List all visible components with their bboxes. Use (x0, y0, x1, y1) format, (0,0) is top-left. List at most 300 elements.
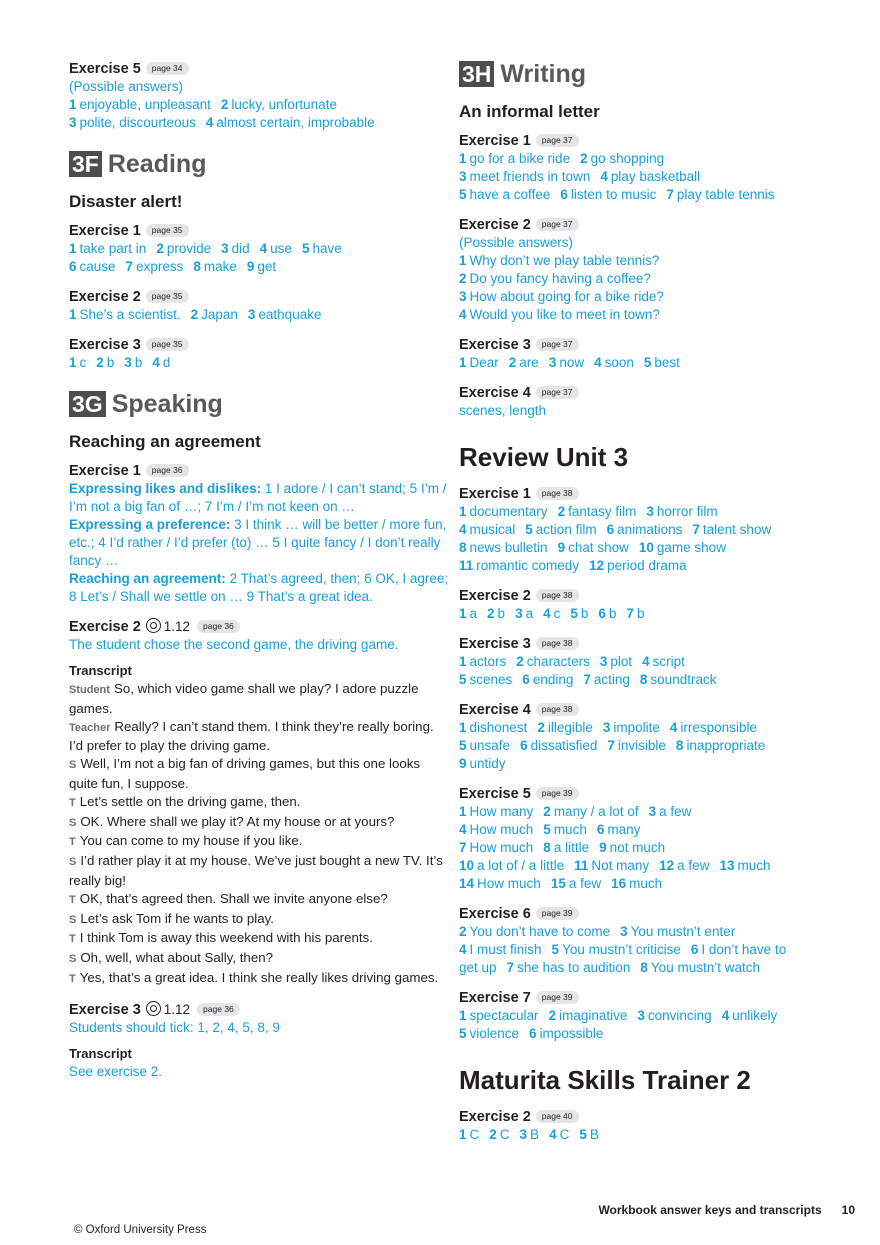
answer-paragraph: Reaching an agreement: 2 That’s agreed, then; 6 OK, I agree; 8 Let’s / Shall we settle on … 9 That’s a great idea. (69, 571, 449, 604)
page-ref: page 38 (536, 589, 579, 602)
answer-item: period drama (607, 558, 687, 573)
answer-number: 10 (638, 540, 654, 555)
answer-number: 8 (639, 672, 648, 687)
answer-item: How about going for a bike ride? (469, 289, 664, 304)
answer-number: 5 (543, 822, 551, 837)
answer-line (459, 605, 839, 623)
answer-number: 1 (459, 606, 467, 621)
answer-number: 6 (522, 672, 530, 687)
answer-number: 7 (125, 259, 134, 274)
answer-item: action film (535, 522, 597, 537)
answer-number: 1 (459, 355, 467, 370)
answer-line (459, 671, 839, 689)
answer-item: She’s a scientist. (79, 307, 181, 322)
transcript-text: OK. Where shall we play it? At my house or at yours? (80, 813, 395, 829)
exercise-heading: Exercise 2 page 38 (459, 587, 839, 605)
transcript-line (69, 718, 449, 756)
speaker-label: Teacher (69, 721, 111, 734)
answer-item: inappropriate (686, 738, 766, 753)
answer-number: 1 (459, 253, 467, 268)
answer-lines (459, 653, 839, 689)
answer-lines (459, 923, 839, 977)
exercise-heading: Exercise 1 page 38 (459, 485, 839, 503)
answer-number: 1 (459, 1008, 467, 1023)
answer-item: get (257, 259, 277, 274)
transcript-heading: Transcript (69, 663, 132, 678)
transcript-line (69, 969, 449, 989)
answer-item: a little (553, 840, 590, 855)
answer-lines (69, 96, 449, 132)
audio-cd-icon (146, 618, 161, 633)
answer-line (459, 803, 839, 821)
exercise-heading: Exercise 3 1.12 page 36 (69, 1001, 449, 1019)
answer-number: 3 (221, 241, 229, 256)
right-column (459, 60, 839, 1144)
answer-item: much (553, 822, 587, 837)
page-ref: page 35 (146, 290, 189, 303)
answer-number: 3 (602, 720, 611, 735)
answer-number: 9 (557, 540, 566, 555)
answer-item: imaginative (559, 1008, 628, 1023)
answer-number: 10 (459, 858, 475, 873)
answer-item: many / a lot of (553, 804, 639, 819)
section-title: Writing (500, 60, 587, 88)
review-unit-title: Review Unit 3 (459, 442, 629, 472)
answer-number: 6 (560, 187, 568, 202)
answer-item: soon (604, 355, 634, 370)
answer-line (459, 1126, 839, 1144)
answer-item: You mustn’t enter (630, 924, 736, 939)
maturita-title: Maturita Skills Trainer 2 (459, 1065, 751, 1095)
answer-item: have (312, 241, 342, 256)
answer-item: b (580, 606, 589, 621)
answer-item: soundtrack (650, 672, 717, 687)
answer-lines (69, 306, 449, 324)
answer-item: How much (469, 822, 534, 837)
answer-number: 2 (487, 606, 495, 621)
answer-item: scenes (469, 672, 513, 687)
transcript-line (69, 793, 449, 813)
answer-item: musical (469, 522, 516, 537)
answer-item: a few (568, 876, 602, 891)
answer-paragraph: Expressing a preference: 3 I think … will be better / more fun, etc.; 4 I’d rather / I’d prefer (to) … 5 I quite fancy / I don’t really fancy … (69, 517, 447, 568)
answer-number: 5 (579, 1127, 587, 1142)
answer-line (459, 288, 839, 306)
answer-item: You mustn’t criticise (562, 942, 681, 957)
answer-number: 4 (721, 1008, 730, 1023)
answer-item: c (79, 355, 87, 370)
answer-line (459, 959, 839, 977)
exercise-heading: Exercise 1 page 37 (459, 132, 839, 150)
answer-text: Students should tick: 1, 2, 4, 5, 8, 9 (69, 1019, 280, 1035)
answer-item: many (607, 822, 641, 837)
transcript (69, 680, 449, 989)
answer-item: b (636, 606, 645, 621)
answer-number: 6 (69, 259, 77, 274)
speaker-label: S (69, 759, 77, 772)
answer-item: a few (677, 858, 710, 873)
answer-item: almost certain, improbable (216, 115, 375, 130)
answer-item: play basketball (610, 169, 701, 184)
answer-line (459, 653, 839, 671)
answer-line (69, 96, 449, 114)
answer-item: provide (166, 241, 212, 256)
answer-number: 7 (666, 187, 674, 202)
answer-number: 4 (594, 355, 602, 370)
answer-item: plot (610, 654, 633, 669)
answer-note: (Possible answers) (69, 79, 184, 94)
answer-item: make (203, 259, 237, 274)
track-number: 1.12 (163, 1001, 191, 1017)
answer-item: How much (477, 876, 541, 891)
answer-number: 5 (459, 738, 467, 753)
answer-number: 4 (459, 942, 467, 957)
answer-item: Japan (201, 307, 238, 322)
answer-line (459, 1007, 839, 1025)
answer-number: 2 (220, 97, 229, 112)
section-badge: 3F (69, 151, 102, 177)
answer-number: 3 (124, 355, 132, 370)
answer-number: 3 (646, 504, 654, 519)
page-ref: page 38 (536, 703, 579, 716)
exercise-heading: Exercise 4 page 37 (459, 384, 839, 402)
answer-item: use (270, 241, 292, 256)
page-ref: page 35 (146, 224, 189, 237)
answer-item: go for a bike ride (469, 151, 571, 166)
answer-number: 8 (640, 960, 648, 975)
transcript-text: Yes, that’s a great idea. I think she really likes driving games. (79, 969, 439, 985)
answer-item: she has to audition (517, 960, 631, 975)
page-ref: page 36 (146, 464, 189, 477)
answer-item: cause (79, 259, 116, 274)
exercise-heading: Exercise 3 page 37 (459, 336, 839, 354)
answer-item: Would you like to meet in town? (469, 307, 660, 322)
answer-item: acting (593, 672, 630, 687)
answer-item: polite, discourteous (79, 115, 196, 130)
answer-line (69, 240, 449, 258)
answer-item: C (469, 1127, 480, 1142)
answer-item: are (519, 355, 539, 370)
transcript-line (69, 929, 449, 949)
transcript-line (69, 910, 449, 930)
answer-number: 8 (459, 540, 467, 555)
exercise-heading: Exercise 3 page 35 (69, 336, 449, 354)
answer-number: 1 (459, 654, 467, 669)
answer-item: b (106, 355, 115, 370)
answer-item: take part in (79, 241, 147, 256)
answer-number: 2 (190, 307, 199, 322)
answer-number: 4 (152, 355, 160, 370)
audio-cd-icon (146, 1001, 161, 1016)
left-column (69, 60, 449, 1081)
answer-lines (69, 354, 449, 372)
answer-item: unlikely (732, 1008, 778, 1023)
answer-item: You don’t have to come (469, 924, 611, 939)
answer-number: 3 (69, 115, 77, 130)
answer-number: 7 (626, 606, 634, 621)
answer-number: 5 (643, 355, 652, 370)
answer-line (69, 306, 449, 324)
answer-number: 5 (301, 241, 310, 256)
answer-item: go shopping (590, 151, 665, 166)
answer-number: 15 (550, 876, 566, 891)
answer-line (459, 719, 839, 737)
answer-line (459, 168, 839, 186)
answer-number: 2 (156, 241, 164, 256)
answer-number: 8 (543, 840, 551, 855)
answer-line (459, 839, 839, 857)
answer-item: script (652, 654, 685, 669)
answer-number: 3 (515, 606, 523, 621)
answer-item: violence (469, 1026, 520, 1041)
answer-text: scenes, length (459, 403, 547, 418)
answer-lines (459, 503, 839, 575)
answer-number: 7 (583, 672, 591, 687)
answer-item: animations (617, 522, 683, 537)
answer-number: 9 (599, 840, 607, 855)
answer-number: 1 (459, 1127, 467, 1142)
answer-number: 3 (247, 307, 256, 322)
page-ref: page 39 (536, 991, 579, 1004)
transcript-line (69, 755, 449, 793)
answer-number: 5 (570, 606, 578, 621)
answer-item: best (654, 355, 680, 370)
page-ref: page 37 (536, 218, 579, 231)
answer-number: 4 (600, 169, 608, 184)
answer-item: untidy (469, 756, 506, 771)
answer-item: How much (469, 840, 534, 855)
speaker-label: S (69, 913, 77, 926)
speaker-label: T (69, 972, 76, 985)
transcript-text: Oh, well, what about Sally, then? (80, 950, 274, 966)
answer-number: 1 (459, 151, 467, 166)
section-title: Speaking (111, 390, 223, 418)
answer-number: 1 (69, 97, 77, 112)
transcript-text: OK, that’s agreed then. Shall we invite anyone else? (79, 890, 388, 906)
answer-number: 13 (719, 858, 735, 873)
page-ref: page 38 (536, 487, 579, 500)
answer-item: invisible (617, 738, 666, 753)
transcript-text: You can come to my house if you like. (79, 833, 303, 849)
answer-number: 2 (537, 720, 545, 735)
answer-item: get up (459, 960, 497, 975)
answer-number: 16 (611, 876, 627, 891)
answer-line (459, 923, 839, 941)
answer-number: 1 (459, 804, 467, 819)
transcript-text: I think Tom is away this weekend with his parents. (79, 930, 373, 946)
answer-item: a few (659, 804, 692, 819)
answer-item: express (136, 259, 184, 274)
answer-lines (459, 354, 839, 372)
transcript-text: Well, I’m not a big fan of driving games, but this one looks quite fun, I suppose. (69, 756, 421, 791)
answer-number: 3 (599, 654, 608, 669)
answer-item: documentary (469, 504, 548, 519)
copyright: © Oxford University Press (74, 1224, 207, 1236)
answer-number: 2 (489, 1127, 497, 1142)
answer-item: much (629, 876, 663, 891)
exercise-heading: Exercise 5 page 39 (459, 785, 839, 803)
page-footer (598, 1203, 855, 1217)
answer-line (69, 354, 449, 372)
answer-number: 11 (459, 558, 474, 573)
answer-number: 5 (459, 672, 467, 687)
section-badge: 3H (459, 61, 494, 87)
answer-number: 8 (675, 738, 684, 753)
answer-number: 6 (606, 522, 615, 537)
answer-number: 4 (459, 307, 467, 322)
answer-number: 6 (596, 822, 605, 837)
answer-number: 3 (459, 169, 467, 184)
exercise-heading: Exercise 1 page 35 (69, 222, 449, 240)
answer-item: How many (469, 804, 534, 819)
answer-item: not much (609, 840, 666, 855)
answer-line (459, 521, 839, 539)
answer-item: illegible (547, 720, 593, 735)
page-ref: page 36 (197, 1003, 240, 1016)
answer-line (459, 857, 839, 875)
transcript-line (69, 680, 449, 718)
answer-number: 3 (620, 924, 628, 939)
answer-item: did (231, 241, 250, 256)
answer-item: chat show (568, 540, 629, 555)
answer-item: d (162, 355, 171, 370)
answer-line (459, 539, 839, 557)
answer-line (459, 270, 839, 288)
transcript-line (69, 832, 449, 852)
answer-number: 2 (548, 1008, 557, 1023)
answer-number: 6 (520, 738, 528, 753)
answer-item: fantasy film (568, 504, 637, 519)
answer-number: 12 (589, 558, 605, 573)
transcript-text: Let’s ask Tom if he wants to play. (80, 910, 274, 926)
transcript-text: Let’s settle on the driving game, then. (79, 793, 301, 809)
answer-number: 7 (459, 840, 467, 855)
answer-item: game show (656, 540, 726, 555)
answer-item: Do you fancy having a coffee? (469, 271, 651, 286)
answer-lines (459, 803, 839, 893)
answer-number: 6 (598, 606, 606, 621)
speaker-label: T (69, 836, 76, 849)
section-subtitle: Disaster alert! (69, 192, 183, 211)
answer-item: b (608, 606, 617, 621)
exercise-heading: Exercise 7 page 39 (459, 989, 839, 1007)
answer-number: 11 (574, 858, 589, 873)
speaker-label: T (69, 893, 76, 906)
exercise-heading: Exercise 6 page 39 (459, 905, 839, 923)
answer-line (459, 737, 839, 755)
answer-line (459, 150, 839, 168)
answer-item: irresponsible (680, 720, 757, 735)
answer-number: 6 (529, 1026, 537, 1041)
answer-number: 9 (246, 259, 255, 274)
answer-number: 8 (193, 259, 201, 274)
answer-lines (459, 719, 839, 773)
page-ref: page 37 (536, 134, 579, 147)
answer-item: B (530, 1127, 540, 1142)
exercise-heading: Exercise 5 page 34 (69, 60, 449, 78)
answer-number: 1 (69, 241, 77, 256)
transcript-line (69, 813, 449, 833)
answer-lines (69, 240, 449, 276)
answer-item: dishonest (469, 720, 528, 735)
answer-item: a (525, 606, 534, 621)
answer-number: 4 (549, 1127, 557, 1142)
transcript-line (69, 852, 449, 890)
footer-label: Workbook answer keys and transcripts (598, 1203, 822, 1217)
answer-number: 4 (543, 606, 551, 621)
transcript-text: Really? I can’t stand them. I think they’re really boring. I’d prefer to play the driving game. (69, 718, 434, 754)
answer-item: a lot of / a little (477, 858, 565, 873)
answer-number: 2 (508, 355, 517, 370)
answer-number: 3 (648, 804, 657, 819)
speaker-label: S (69, 816, 77, 829)
answer-item: actors (469, 654, 507, 669)
answer-number: 7 (607, 738, 615, 753)
answer-number: 2 (557, 504, 566, 519)
answer-number: 6 (690, 942, 699, 957)
answer-item: news bulletin (469, 540, 548, 555)
answer-line (69, 258, 449, 276)
speaker-label: T (69, 796, 76, 809)
answer-paragraph: Expressing likes and dislikes: 1 I adore / I can’t stand; 5 I’m / I’m not a big fan of …; 7 I’m / I’m not keen on … (69, 481, 447, 514)
answer-item: lucky, unfortunate (231, 97, 337, 112)
answer-item: listen to music (570, 187, 657, 202)
transcript-line (69, 949, 449, 969)
answer-line (459, 186, 839, 204)
answer-line (459, 503, 839, 521)
answer-item: c (553, 606, 561, 621)
answer-item: I must finish (469, 942, 542, 957)
answer-number: 3 (519, 1127, 528, 1142)
speaker-label: Student (69, 684, 110, 696)
transcript-heading: Transcript (69, 1045, 132, 1061)
section-subtitle: An informal letter (459, 102, 600, 121)
answer-number: 2 (580, 151, 588, 166)
answer-lines (459, 1126, 839, 1144)
answer-number: 3 (459, 289, 467, 304)
answer-line (459, 557, 839, 575)
speaker-label: S (69, 953, 77, 966)
track-number: 1.12 (163, 619, 191, 634)
answer-number: 4 (205, 115, 214, 130)
page-ref: page 40 (536, 1110, 579, 1123)
answer-item: talent show (702, 522, 772, 537)
section-title: Reading (107, 150, 207, 178)
answer-number: 12 (659, 858, 675, 873)
answer-number: 7 (506, 960, 515, 975)
answer-lines (459, 1007, 839, 1043)
answer-number: 5 (459, 1026, 467, 1041)
section-subtitle: Reaching an agreement (69, 432, 261, 451)
section-heading-3g (69, 390, 449, 418)
answer-item: have a coffee (469, 187, 551, 202)
answer-number: 5 (459, 187, 467, 202)
answer-number: 4 (669, 720, 678, 735)
answer-number: 5 (525, 522, 533, 537)
answer-number: 2 (459, 271, 467, 286)
answer-number: 1 (459, 720, 467, 735)
answer-item: dissatisfied (530, 738, 598, 753)
answer-number: 5 (551, 942, 560, 957)
exercise-heading: Exercise 2 page 40 (459, 1108, 839, 1126)
answer-item: impossible (539, 1026, 604, 1041)
section-badge: 3G (69, 391, 106, 417)
answer-item: unsafe (469, 738, 511, 753)
answer-lines (459, 150, 839, 204)
answer-item: romantic comedy (476, 558, 580, 573)
answer-number: 3 (637, 1008, 645, 1023)
answer-line (459, 755, 839, 773)
